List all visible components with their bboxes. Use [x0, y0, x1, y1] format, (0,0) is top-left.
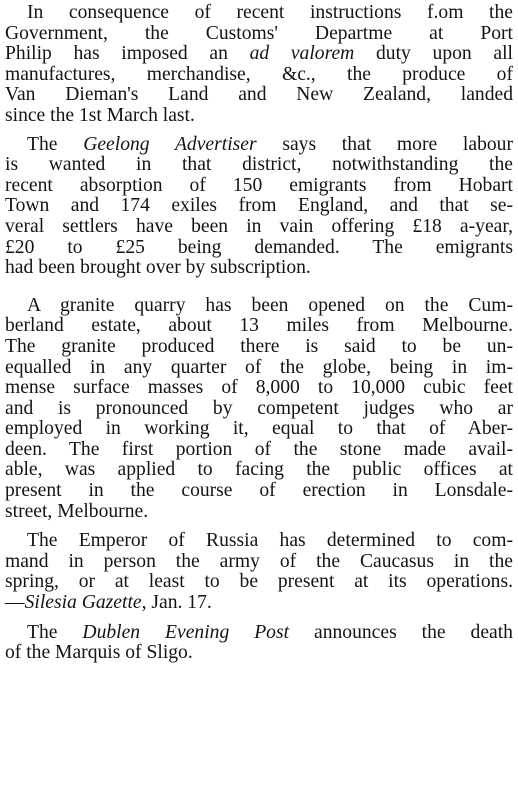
- text-segment: Philip has imposed an: [5, 43, 250, 65]
- text-line: had been brought over by subscription.: [5, 257, 311, 279]
- italic-phrase-ad-valorem: ad valorem: [249, 43, 355, 65]
- text-line: Government, the Customs' Departme at Port: [5, 22, 513, 44]
- text-line: [5, 135, 513, 156]
- text-line: is wanted in that district, notwithstanding the: [5, 154, 513, 176]
- text-line: spring, or at least to be present at its operations.: [5, 571, 513, 593]
- text-line: present in the course of erection in Lonsdale-: [5, 480, 513, 502]
- text-segment: The: [27, 621, 83, 643]
- paragraph-customs: [5, 3, 513, 127]
- text-line: [5, 623, 513, 644]
- text-segment: announces the death: [289, 621, 513, 643]
- text-line: equalled in any quarter of the globe, being in im-: [5, 356, 513, 378]
- italic-newspaper-title: Silesia Gazette: [24, 592, 142, 614]
- text-line: The Emperor of Russia has determined to com-: [27, 530, 513, 552]
- text-line: £20 to £25 being demanded. The emigrants: [5, 236, 513, 258]
- paragraph-gap: [5, 279, 513, 296]
- text-segment: duty upon all: [354, 43, 513, 65]
- italic-newspaper-title: Dublen Evening Post: [82, 621, 290, 643]
- text-line: Van Dieman's Land and New Zealand, landed: [5, 84, 513, 106]
- text-segment: The: [27, 133, 84, 155]
- attribution-date: , Jan. 17.: [141, 592, 212, 614]
- text-line: and is pronounced by competent judges who ar: [5, 397, 513, 419]
- text-line: of the Marquis of Sligo.: [5, 642, 193, 664]
- paragraph-granite: [5, 296, 513, 523]
- text-line: manufactures, merchandise, &c., the produce of: [5, 63, 513, 85]
- paragraph-geelong: [5, 135, 513, 279]
- text-line: since the 1st March last.: [5, 104, 195, 126]
- text-line: A granite quarry has been opened on the Cum-: [27, 294, 513, 316]
- text-line: mense surface masses of 8,000 to 10,000 cubic feet: [5, 377, 513, 399]
- text-line: recent absorption of 150 emigrants from Hobart: [5, 174, 513, 196]
- text-line: The granite produced there is said to be un-: [5, 335, 513, 357]
- text-line: berland estate, about 13 miles from Melbourne.: [5, 315, 513, 337]
- source-attribution: [5, 593, 513, 614]
- text-line: [5, 44, 513, 65]
- italic-newspaper-title: Geelong Advertiser: [83, 133, 257, 155]
- text-line: mand in person the army of the Caucasus in the: [5, 550, 513, 572]
- text-line: deen. The first portion of the stone made avail-: [5, 438, 513, 460]
- paragraph-emperor: [5, 531, 513, 613]
- text-segment: says that more labour: [256, 133, 513, 155]
- em-dash: —: [5, 592, 25, 614]
- text-line: street, Melbourne.: [5, 500, 149, 522]
- text-line: employed in working it, equal to that of Aber-: [5, 418, 513, 440]
- text-line: In consequence of recent instructions f.om the: [27, 2, 513, 23]
- paragraph-dublin: [5, 623, 513, 664]
- text-line: veral settlers have been in vain offering £18 a-year,: [5, 215, 513, 237]
- article-column: [5, 3, 513, 664]
- text-line: Town and 174 exiles from England, and that se-: [5, 195, 513, 217]
- text-line: able, was applied to facing the public offices at: [5, 459, 513, 481]
